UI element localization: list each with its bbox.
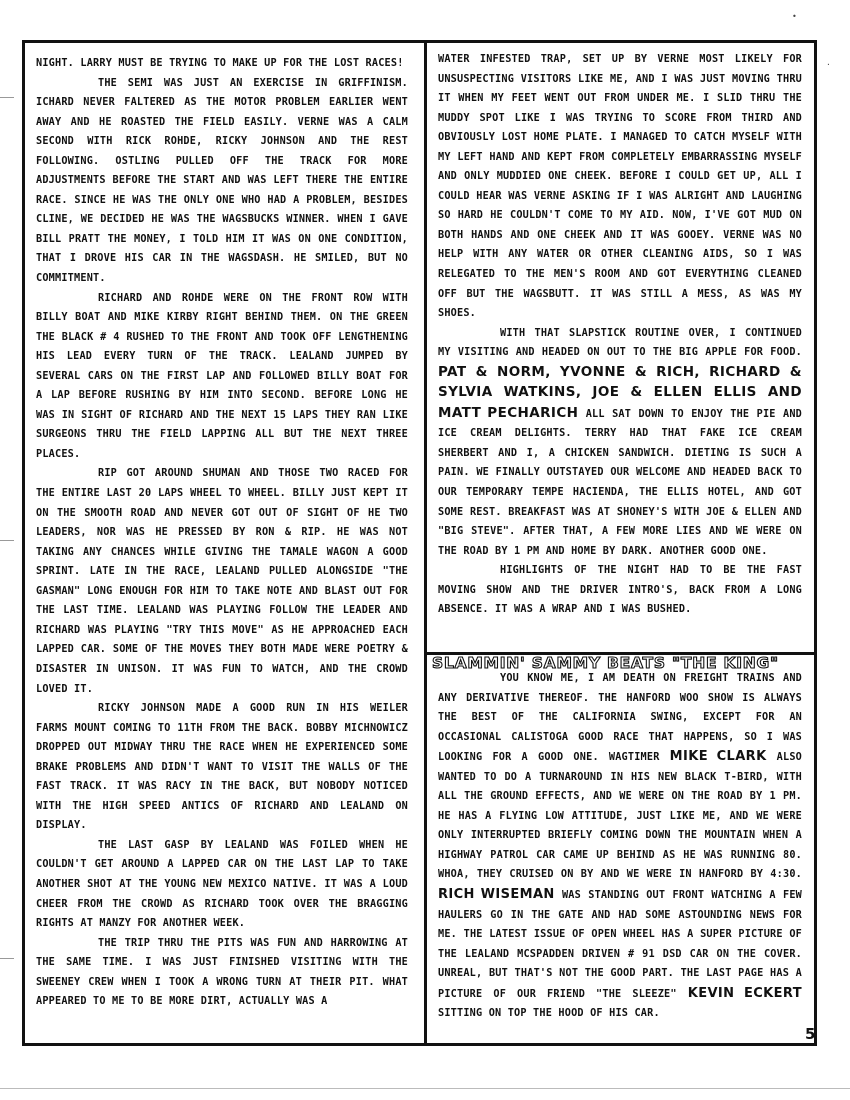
- column-divider: [424, 40, 427, 1046]
- paragraph: WATER INFESTED TRAP, SET UP BY VERNE MOST LIKELY FOR UNSUSPECTING VISITORS LIKE ME, AND I WAS JUST MOVING THRU IT WHEN MY FEET WENT OUT FROM UNDER ME. I SLID THRU THE MUDDY SPOT LIKE I WAS TRYING TO SCORE FROM THIRD AND OBVIOUSLY LOST HOME PLATE. I MANAGED TO CATCH MYSELF WITH MY LEFT HAND AND KEPT FROM COMPLETELY EMBARRASSING MYSELF AND ONLY MUDDIED ONE CHEEK. BEFORE I COULD GET UP, ALL I COULD HEAR WAS VERNE ASKING IF I WAS ALRIGHT AND LAUGHING SO HARD HE COULDN'T COME TO MY AID. NOW, I'VE GOT MUD ON BOTH HANDS AND ONE CHEEK AND IT WAS GOOEY. VERNE WAS NO HELP WITH ANY WATER OR OTHER CLEANING AIDS, SO I WAS RELEGATED TO THE MEN'S ROOM AND GOT EVERYTHING CLEANED OFF BUT THE WAGSBUTT. IT WAS STILL A MESS, AS WAS MY SHOES.: [438, 54, 802, 320]
- paragraph: [438, 669, 802, 1024]
- article-headline: SLAMMIN' SAMMY BEATS "THE KING": [432, 654, 779, 672]
- right-column-bottom: [438, 669, 802, 1024]
- paragraph: THE LAST GASP BY LEALAND WAS FOILED WHEN HE COULDN'T GET AROUND A LAPPED CAR ON THE LAST LAP TO TAKE ANOTHER SHOT AT THE YOUNG NEW MEXICO NATIVE. IT WAS A LOUD CHEER FROM THE CROWD AS RICHARD TOOK OVER THE BRAGGING RIGHTS AT MANZY FOR ANOTHER WEEK.: [36, 839, 408, 930]
- paragraph: RICHARD AND ROHDE WERE ON THE FRONT ROW WITH BILLY BOAT AND MIKE KIRBY RIGHT BEHIND THEM. ON THE GREEN THE BLACK # 4 RUSHED TO THE FRONT AND TOOK OFF LENGTHENING HIS LEAD EVERY TURN OF THE TRACK. LEALAND JUMPED BY SEVERAL CARS ON THE FIRST LAP AND FOLLOWED BILLY BOAT FOR A LAP BEFORE RUSHING BY HIM INTO SECOND. BEFORE LONG HE WAS IN SIGHT OF RICHARD AND THE NEXT 15 LAPS THEY RAN LIKE SURGEONS THRU THE FIELD LAPPING ALL BUT THE NEXT THREE PLACES.: [36, 292, 408, 460]
- paragraph: RIP GOT AROUND SHUMAN AND THOSE TWO RACED FOR THE ENTIRE LAST 20 LAPS WHEEL TO WHEEL. BILLY JUST KEPT IT ON THE SMOOTH ROAD AND NEVER GOT OUT OF SIGHT OF HE TWO LEADERS, NOR WAS HE PRESSED BY RON & RIP. HE WAS NOT TAKING ANY CHANCES WHILE GIVING THE TAMALE WAGON A GOOD SPRINT. LATE IN THE RACE, LEALAND PULLED ALONGSIDE "THE GASMAN" LONG ENOUGH FOR HIM TO TAKE NOTE AND BLAST OUT FOR THE LAST TIME. LEALAND WAS PLAYING FOLLOW THE LEADER AND RICHARD WAS PLAYING "TRY THIS MOVE" AS HE APPROACHED EACH LAPPED CAR. SOME OF THE MOVES THEY BOTH MADE WERE POETRY & DISASTER IN UNISON. IT WAS FUN TO WATCH, AND THE CROWD LOVED IT.: [36, 468, 408, 695]
- left-column: [36, 54, 408, 1012]
- highlighted-name: RICH WISEMAN: [438, 887, 555, 903]
- scan-edge: [0, 1088, 850, 1089]
- page-number: 5: [805, 1025, 816, 1043]
- paragraph-text: WAS STANDING OUT FRONT WATCHING A FEW HAULERS GO IN THE GATE AND HAD SOME ASTOUNDING NEWS FOR ME. THE LATEST ISSUE OF OPEN WHEEL HAS A SUPER PICTURE OF THE LEALAND MCSPADDEN DRIVEN # 91 DSD CAR ON THE COVER. UNREAL, BUT THAT'S NOT THE GOOD PART. THE LAST PAGE HAS A PICTURE OF OUR FRIEND "THE SLEEZE": [438, 890, 802, 1000]
- hole-mark: [0, 958, 14, 960]
- guest-names: PAT & NORM, YVONNE & RICH, RICHARD & SYLVIA WATKINS, JOE & ELLEN ELLIS AND MATT PECHARICH: [438, 363, 802, 421]
- paragraph-text: ALL SAT DOWN TO ENJOY THE PIE AND ICE CREAM DELIGHTS. TERRY HAD THAT FAKE ICE CREAM SHERBERT AND I, A CHICKEN SANDWICH. DIETING IS SUCH A PAIN. WE FINALLY OUTSTAYED OUR WELCOME AND HEADED BACK TO OUR TEMPORARY TEMPE HACIENDA, THE ELLIS HOTEL, AND GOT SOME REST. BREAKFAST WAS AT SHONEY'S WITH JOE & ELLEN AND "BIG STEVE". AFTER THAT, A FEW MORE LIES AND WE WERE ON THE ROAD BY 1 PM AND HOME BY DARK. ANOTHER GOOD ONE.: [438, 408, 802, 557]
- paragraph: HIGHLIGHTS OF THE NIGHT HAD TO BE THE FAST MOVING SHOW AND THE DRIVER INTRO'S, BACK FROM A LONG ABSENCE. IT WAS A WRAP AND I WAS BUSHED.: [438, 565, 802, 616]
- paragraph: THE SEMI WAS JUST AN EXERCISE IN GRIFFINISM. ICHARD NEVER FALTERED AS THE MOTOR PROBLEM EARLIER WENT AWAY AND HE ROASTED THE FIELD EASILY. VERNE WAS A CALM SECOND WITH RICK ROHDE, RICKY JOHNSON AND THE REST FOLLOWING. OSTLING PULLED OFF THE TRACK FOR MORE ADJUSTMENTS BEFORE THE START AND WAS LEFT THERE THE ENTIRE RACE. SINCE HE WAS THE ONLY ONE WHO HAD A PROBLEM, BESIDES CLINE, WE DECIDED HE WAS THE WAGSBUCKS WINNER. WHEN I GAVE BILL PRATT THE MONEY, I TOLD HIM IT WAS ON ONE CONDITION, THAT I DROVE HIS CAR IN THE WAGSDASH. HE SMILED, BUT NO COMMITMENT.: [36, 77, 408, 285]
- paragraph-text: WITH THAT SLAPSTICK ROUTINE OVER, I CONTINUED MY VISITING AND HEADED ON OUT TO THE BIG APPLE FOR FOOD.: [438, 327, 802, 359]
- hole-mark: [0, 97, 14, 99]
- stray-mark: •: [792, 12, 797, 21]
- stray-mark: ·: [826, 60, 831, 69]
- right-column-top: [438, 50, 802, 620]
- paragraph: THE TRIP THRU THE PITS WAS FUN AND HARROWING AT THE SAME TIME. I WAS JUST FINISHED VISITING WITH THE SWEENEY CREW WHEN I TOOK A WRONG TURN AT THEIR PIT. WHAT APPEARED TO ME TO BE MORE DIRT, ACTUALLY WAS A: [36, 937, 408, 1008]
- paragraph: NIGHT. LARRY MUST BE TRYING TO MAKE UP FOR THE LOST RACES!: [36, 58, 404, 69]
- highlighted-name: KEVIN ECKERT: [687, 985, 802, 1001]
- hole-mark: [0, 540, 14, 542]
- paragraph-text: SITTING ON TOP THE HOOD OF HIS CAR.: [438, 1008, 660, 1020]
- paragraph-text: ALSO WANTED TO DO A TURNAROUND IN HIS NEW BLACK T-BIRD, WITH ALL THE GROUND EFFECTS, AND WE WERE ON THE ROAD BY 1 PM. HE HAS A FLYING LOW ATTITUDE, JUST LIKE ME, AND WE WERE ONLY INTERRUPTED BRIEFLY COMING DOWN THE MOUNTAIN WHEN A HIGHWAY PATROL CAR CAME UP BEHIND AS HE WAS RUNNING 80. WHOA, THEY CRUISED ON BY AND WE WERE IN HANFORD BY 4:30.: [438, 752, 803, 881]
- paragraph: [438, 324, 802, 562]
- paragraph: RICKY JOHNSON MADE A GOOD RUN IN HIS WEILER FARMS MOUNT COMING TO 11TH FROM THE BACK. BOBBY MICHNOWICZ DROPPED OUT MIDWAY THRU THE RACE WHEN HE EXPERIENCED SOME BRAKE PROBLEMS AND DIDN'T WANT TO VISIT THE WALLS OF THE FAST TRACK. IT WAS RACY IN THE BACK, BUT NOBODY NOTICED WITH THE HIGH SPEED ANTICS OF RICHARD AND LEALAND ON DISPLAY.: [36, 703, 408, 832]
- highlighted-name: MIKE CLARK: [669, 749, 767, 765]
- paragraph-text: YOU KNOW ME, I AM DEATH ON FREIGHT TRAINS AND ANY DERIVATIVE THEREOF. THE HANFORD WOO SHOW IS ALWAYS THE BEST OF THE CALIFORNIA SWING, EXCEPT FOR AN OCCASIONAL CALISTOGA GOOD RACE THAT HAPPENS, SO I WAS LOOKING FOR A GOOD ONE. WAGTIMER: [438, 673, 802, 764]
